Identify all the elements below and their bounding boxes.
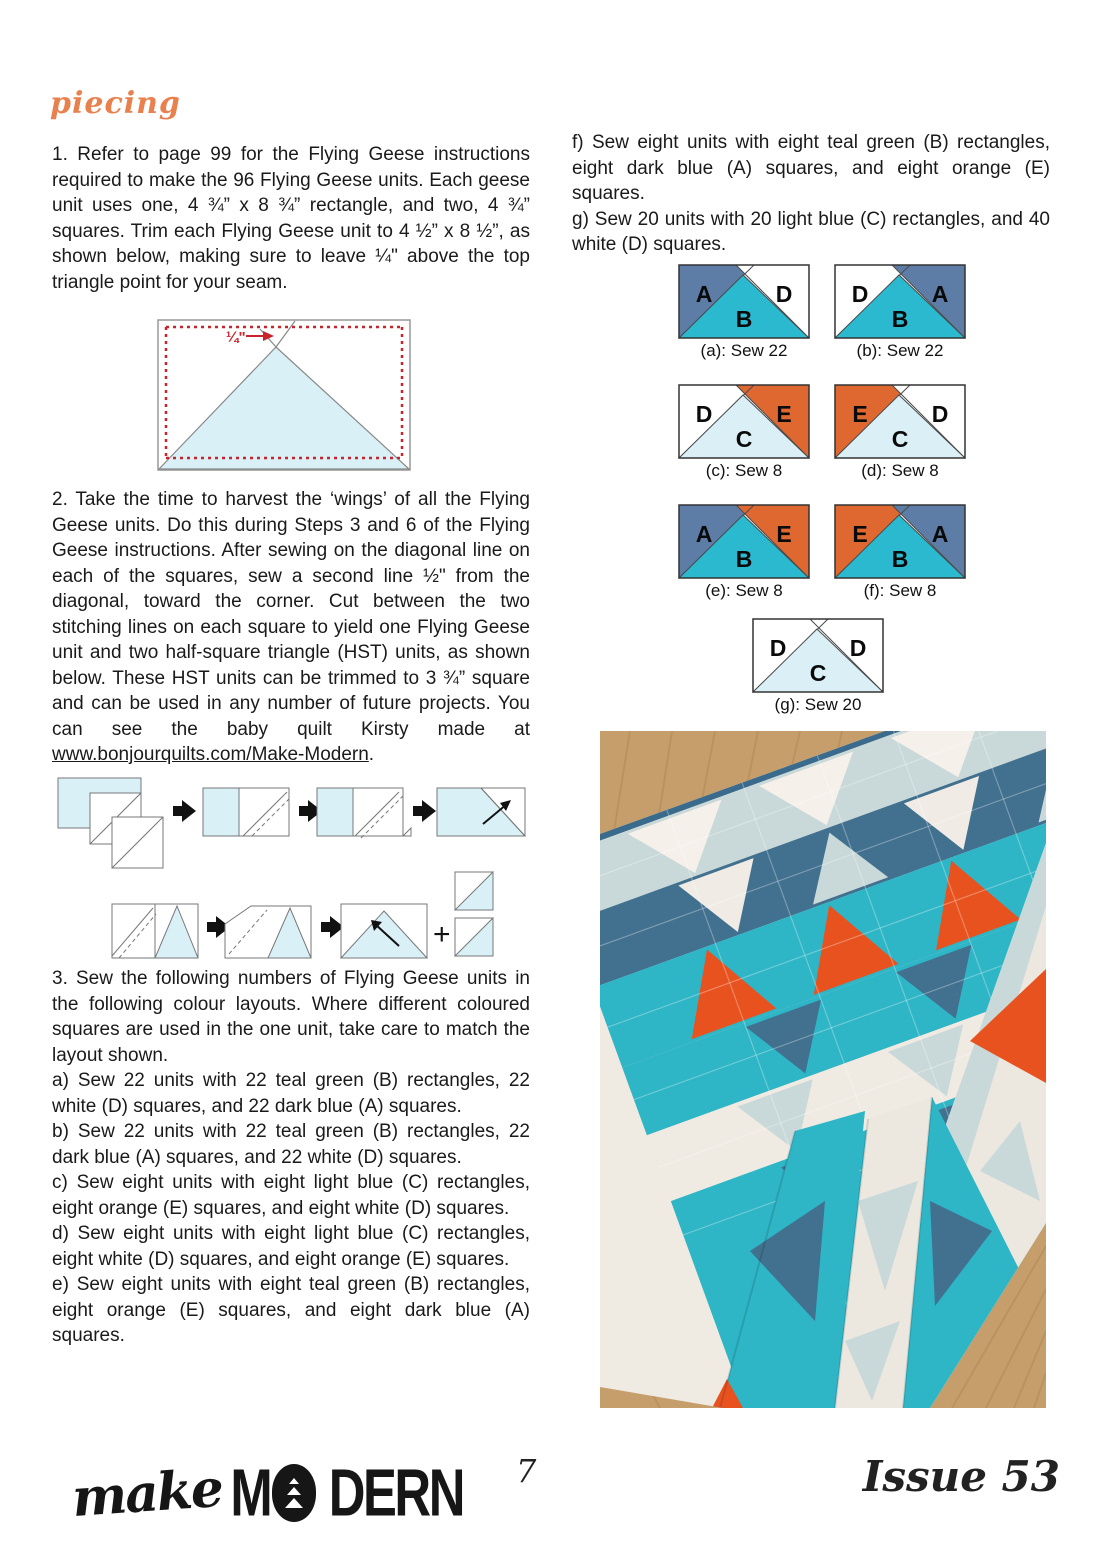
unit-right-label: E — [776, 521, 792, 547]
arrow-right-icon — [173, 800, 196, 822]
logo-modern-m: M — [230, 1455, 271, 1531]
unit-right-label: E — [776, 401, 792, 427]
unit-left-label: E — [852, 521, 868, 547]
cut-step — [317, 788, 411, 838]
unit-diagram-g-wrap — [752, 618, 884, 715]
unit-caption-f: (f): Sew 8 — [863, 581, 937, 600]
unit-diagram-b — [834, 264, 966, 339]
unit-center-label: B — [891, 546, 909, 572]
unit-right-label: D — [931, 401, 949, 427]
unit-caption-a: (a): Sew 22 — [700, 341, 788, 360]
hst-steps-diagram — [55, 772, 531, 962]
unit-diagram-grid — [678, 264, 966, 601]
quilt-photo — [600, 731, 1046, 1408]
flying-geese-unit-c — [678, 384, 810, 481]
issue-label: Issue 53 — [862, 1452, 1060, 1501]
unit-caption-g: (g): Sew 20 — [774, 695, 862, 714]
hst-unit-1 — [455, 872, 493, 910]
list-item-f: f) Sew eight units with eight teal green (B) rectangles, eight dark blue (A) squares, and eight orange (E) squares. — [572, 132, 1050, 204]
unit-right-label: D — [775, 281, 793, 307]
unit-left-label: D — [695, 401, 713, 427]
unit-left-label: D — [851, 281, 869, 307]
unit-diagram-d — [834, 384, 966, 459]
flying-geese-unit-f — [834, 504, 966, 601]
unit-right-label: A — [931, 521, 949, 547]
unit-caption-c: (c): Sew 8 — [705, 461, 783, 480]
list-item-a: a) Sew 22 units with 22 teal green (B) rectangles, 22 white (D) squares, and 22 dark blue (A) squares. — [52, 1070, 530, 1117]
unit-left-label: E — [852, 401, 868, 427]
paragraph-step-2 — [52, 487, 530, 768]
arrow-right-icon — [413, 800, 436, 822]
unit-diagram-g — [752, 618, 884, 693]
unit-center-label: B — [735, 546, 753, 572]
list-item-c: c) Sew eight units with eight light blue (C) rectangles, eight orange (E) squares, and eight white (D) squares. — [52, 1172, 530, 1219]
press-step — [437, 788, 525, 836]
list-item-g: g) Sew 20 units with 20 light blue (C) rectangles, and 40 white (D) squares. — [572, 208, 1050, 255]
paragraph-step-2-text: 2. Take the time to harvest the ‘wings’ of all the Flying Geese units. Do this during Steps 3 and 6 of the Flying Geese instructions. After sewing on the diagonal line on each of the squares, sew a second line ½" from the diagonal, toward the corner. Cut between the two stitching lines on each square to yield one Flying Geese unit and two half-square triangle (HST) units, as shown below. These HST units can be trimmed to 3 ¾” square and can be used in any number of future projects. You can see the baby quilt Kirsty made at — [52, 489, 530, 740]
unit-diagram-f — [834, 504, 966, 579]
plus-sign: + — [433, 918, 451, 951]
page-number: 7 — [516, 1452, 537, 1490]
unit-diagram-a — [678, 264, 810, 339]
unit-center-label: C — [809, 660, 827, 686]
flying-geese-unit-e — [678, 504, 810, 601]
unit-caption-d: (d): Sew 8 — [861, 461, 939, 480]
make-modern-logo — [72, 1450, 478, 1536]
unit-center-label: C — [891, 426, 909, 452]
section-title: piecing — [50, 86, 181, 121]
list-item-d: d) Sew eight units with eight light blue (C) rectangles, eight white (D) squares, and eight orange (E) squares. — [52, 1223, 530, 1270]
flying-geese-unit-a — [678, 264, 810, 361]
unit-center-label: C — [735, 426, 753, 452]
step-3-block — [52, 966, 530, 1349]
unit-diagram-c — [678, 384, 810, 459]
quarter-inch-label: ¼" — [226, 329, 246, 346]
unit-left-label: A — [695, 281, 713, 307]
list-item-b: b) Sew 22 units with 22 teal green (B) rectangles, 22 dark blue (A) squares, and 22 white (D) squares. — [52, 1121, 530, 1168]
unit-center-label: B — [891, 306, 909, 332]
trimmed-step — [225, 906, 311, 958]
unit-left-label: D — [769, 635, 787, 661]
logo-modern-dern: DERN — [329, 1455, 464, 1531]
paragraph-step-2-period: . — [368, 744, 375, 765]
unit-center-label: B — [735, 306, 753, 332]
flying-geese-unit-b — [834, 264, 966, 361]
list-item-e: e) Sew eight units with eight teal green (B) rectangles, eight orange (E) squares, and eight dark blue (A) squares. — [52, 1274, 530, 1346]
bonjourquilts-link[interactable]: www.bonjourquilts.com/Make-Modern — [52, 744, 369, 765]
unit-right-label: D — [849, 635, 867, 661]
trim-diagram — [156, 318, 412, 472]
logo-make-script: make — [70, 1457, 224, 1529]
paragraph-step-3: 3. Sew the following numbers of Flying Geese units in the following colour layouts. Where different coloured squares are used in the one unit, take care to match the layout shown. — [52, 968, 530, 1066]
second-seam-step — [112, 904, 198, 958]
unit-diagram-e — [678, 504, 810, 579]
quilt — [600, 731, 1046, 1408]
unit-right-label: A — [931, 281, 949, 307]
unit-left-label: A — [695, 521, 713, 547]
fabric-stack — [58, 778, 163, 868]
unit-caption-b: (b): Sew 22 — [856, 341, 944, 360]
right-column-items — [572, 130, 1050, 258]
sew-step-1 — [203, 788, 289, 836]
flying-geese-unit-g — [752, 618, 884, 715]
hst-unit-2 — [455, 918, 493, 956]
flying-geese-unit-d — [834, 384, 966, 481]
logo-o-triangles-icon — [272, 1464, 316, 1522]
unit-caption-e: (e): Sew 8 — [705, 581, 783, 600]
paragraph-step-1: 1. Refer to page 99 for the Flying Geese instructions required to make the 96 Flying Geese units. Each geese unit uses one, 4 ¾” x 8 ¾” rectangle, and two, 4 ¾” squares. Trim each Flying Geese unit to 4 ½” x 8 ½”, as shown below, making sure to leave ¼" above the top triangle point for your seam. — [52, 144, 530, 293]
